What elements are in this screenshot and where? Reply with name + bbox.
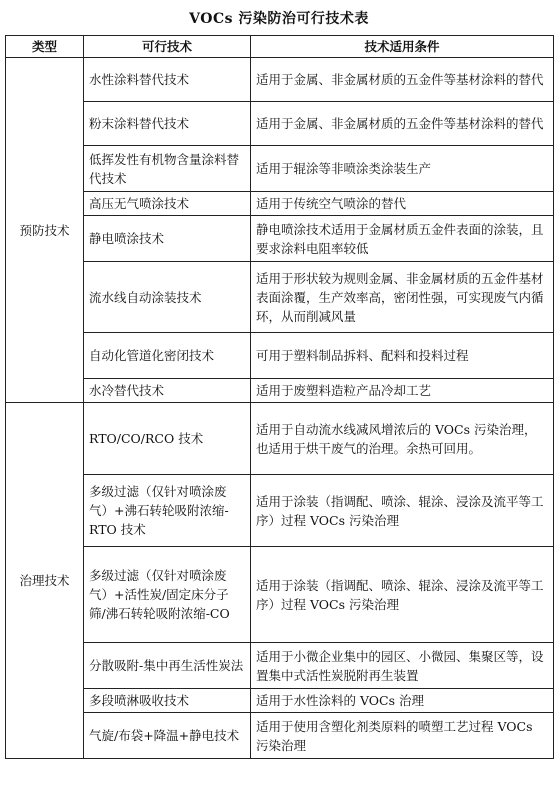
technique-cell: 水冷替代技术 <box>84 379 251 403</box>
condition-cell: 适用于涂装（指调配、喷涂、辊涂、浸涂及流平等工序）过程 VOCs 污染治理 <box>251 475 554 547</box>
condition-cell: 可用于塑料制品拆料、配料和投料过程 <box>251 333 554 379</box>
header-technique: 可行技术 <box>84 36 251 58</box>
table-row <box>6 216 554 262</box>
category-cell: 预防技术 <box>6 58 84 403</box>
technique-cell: 粉末涂料替代技术 <box>84 102 251 146</box>
table-row <box>6 475 554 547</box>
technique-cell: 多级过滤（仅针对喷涂废气）+活性炭/固定床分子筛/沸石转轮吸附浓缩-CO <box>84 547 251 643</box>
condition-cell: 适用于形状较为规则金属、非金属材质的五金件基材表面涂覆，生产效率高，密闭性强，可实现废气内循环，从而削减风量 <box>251 262 554 333</box>
technique-cell: 流水线自动涂装技术 <box>84 262 251 333</box>
technique-cell: 多段喷淋吸收技术 <box>84 689 251 713</box>
technique-cell: 高压无气喷涂技术 <box>84 192 251 216</box>
condition-cell: 适用于金属、非金属材质的五金件等基材涂料的替代 <box>251 58 554 102</box>
condition-cell: 适用于辊涂等非喷涂类涂装生产 <box>251 146 554 192</box>
table-row <box>6 102 554 146</box>
technique-cell: 气旋/布袋+降温+静电技术 <box>84 713 251 759</box>
condition-cell: 适用于金属、非金属材质的五金件等基材涂料的替代 <box>251 102 554 146</box>
table-row <box>6 643 554 689</box>
table-row <box>6 713 554 759</box>
condition-cell: 静电喷涂技术适用于金属材质五金件表面的涂装，且要求涂料电阻率较低 <box>251 216 554 262</box>
technique-cell: RTO/CO/RCO 技术 <box>84 403 251 475</box>
condition-cell: 适用于自动流水线减风增浓后的 VOCs 污染治理，也适用于烘干废气的治理。余热可回用。 <box>251 403 554 475</box>
condition-cell: 适用于使用含塑化剂类原料的喷塑工艺过程 VOCs 污染治理 <box>251 713 554 759</box>
techniques-table <box>5 35 554 759</box>
condition-cell: 适用于传统空气喷涂的替代 <box>251 192 554 216</box>
table-row <box>6 146 554 192</box>
table-row <box>6 58 554 102</box>
condition-cell: 适用于涂装（指调配、喷涂、辊涂、浸涂及流平等工序）过程 VOCs 污染治理 <box>251 547 554 643</box>
condition-cell: 适用于水性涂料的 VOCs 治理 <box>251 689 554 713</box>
technique-cell: 水性涂料替代技术 <box>84 58 251 102</box>
technique-cell: 静电喷涂技术 <box>84 216 251 262</box>
table-row <box>6 379 554 403</box>
header-condition: 技术适用条件 <box>251 36 554 58</box>
table-row <box>6 192 554 216</box>
header-type: 类型 <box>6 36 84 58</box>
table-row <box>6 689 554 713</box>
category-cell: 治理技术 <box>6 403 84 759</box>
technique-cell: 低挥发性有机物含量涂料替代技术 <box>84 146 251 192</box>
technique-cell: 自动化管道化密闭技术 <box>84 333 251 379</box>
technique-cell: 多级过滤（仅针对喷涂废气）+沸石转轮吸附浓缩-RTO 技术 <box>84 475 251 547</box>
condition-cell: 适用于小微企业集中的园区、小微园、集聚区等，设置集中式活性炭脱附再生装置 <box>251 643 554 689</box>
table-title: VOCs 污染防治可行技术表 <box>189 11 369 27</box>
table-row <box>6 547 554 643</box>
table-row <box>6 262 554 333</box>
technique-cell: 分散吸附-集中再生活性炭法 <box>84 643 251 689</box>
condition-cell: 适用于废塑料造粒产品冷却工艺 <box>251 379 554 403</box>
table-row <box>6 403 554 475</box>
header-row <box>6 36 554 58</box>
table-row <box>6 333 554 379</box>
